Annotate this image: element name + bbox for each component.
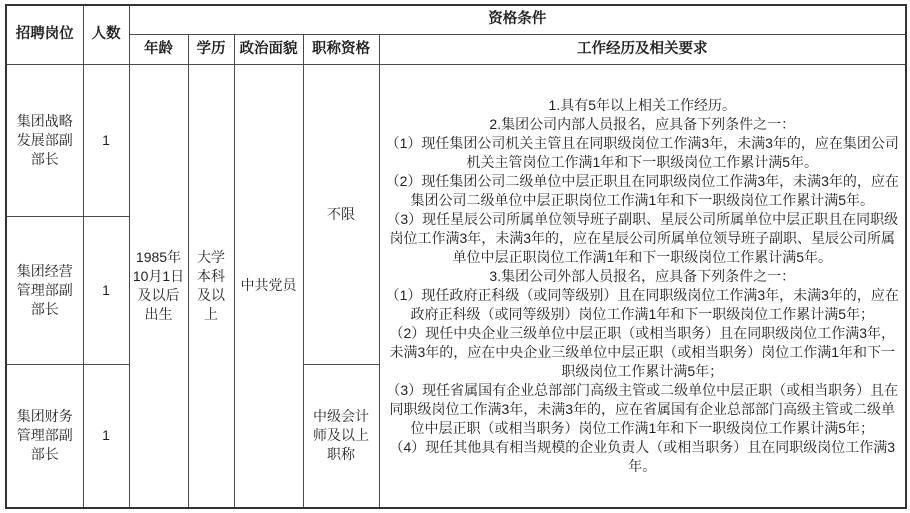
position-cell-strategy: 集团战略发展部副部长 [6,64,83,216]
headcount-cell-operations: 1 [83,216,129,364]
column-header-age: 年龄 [129,34,188,64]
column-header-political-status: 政治面貌 [234,34,303,64]
position-cell-finance: 集团财务管理部副部长 [6,364,83,508]
column-header-education: 学历 [188,34,234,64]
political-status-cell: 中共党员 [234,64,303,508]
experience-paragraph: 1.具有5年以上相关工作经历。 [548,96,736,113]
work-experience-cell [379,64,906,508]
header-row-sub [6,34,906,64]
column-header-position: 招聘岗位 [6,5,83,64]
recruitment-table [5,4,907,509]
experience-paragraph: （4）现任其他具有相当规模的企业负责人（或相当职务）且在同职级岗位工作满3年。 [389,438,896,474]
table-row-strategy-dept [6,64,906,216]
age-requirement-cell: 1985年10月1日及以后出生 [129,64,188,508]
title-requirement-cell-unlimited: 不限 [303,64,379,364]
experience-paragraph: （2）现任中央企业三级单位中层正职（或相当职务）且在同职级岗位工作满3年，未满3年的，应在中央企业三级单位中层正职（或相当职务）岗位工作满1年和下一职级岗位工作累计满5年； [389,324,896,379]
header-row-top [6,5,906,34]
title-requirement-cell-accountant: 中级会计师及以上职称 [303,364,379,508]
education-requirement-cell: 大学本科及以上 [188,64,234,508]
experience-paragraph: （3）现任星辰公司所属单位领导班子副职、星辰公司所属单位中层正职且在同职级岗位工作满3年，未满3年的，应在星辰公司所属单位领导班子副职、星辰公司所属单位中层正职岗位工作满1年和下一职级岗位工作累计满5年。 [386,210,899,265]
position-cell-operations: 集团经营管理部副部长 [6,216,83,364]
column-header-qualifications: 资格条件 [129,5,906,34]
column-header-work-experience: 工作经历及相关要求 [379,34,906,64]
experience-paragraph: （2）现任集团公司二级单位中层正职且在同职级岗位工作满3年，未满3年的，应在集团公司二级单位中层正职岗位工作满1年和下一职级岗位工作累计满5年。 [385,172,899,208]
experience-paragraph: 2.集团公司内部人员报名，应具备下列条件之一： [489,115,796,132]
headcount-cell-finance: 1 [83,364,129,508]
headcount-cell-strategy: 1 [83,64,129,216]
column-header-professional-title: 职称资格 [303,34,379,64]
experience-paragraph: （3）现任省属国有企业总部部门高级主管或二级单位中层正职（或相当职务）且在同职级岗位工作满3年，未满3年的，应在省属国有企业总部部门高级主管或二级单位中层正职（或相当职务）岗位工作满1年和下一职级岗位工作累计满5年； [386,381,899,436]
experience-paragraph: 3.集团公司外部人员报名，应具备下列条件之一： [489,267,796,284]
experience-paragraph: （1）现任集团公司机关主管且在同职级岗位工作满3年，未满3年的，应在集团公司机关主管岗位工作满1年和下一职级岗位工作累计满5年。 [385,134,899,170]
experience-paragraph: （1）现任政府正科级（或同等级别）且在同职级岗位工作满3年，未满3年的，应在政府正科级（或同等级别）岗位工作满1年和下一职级岗位工作累计满5年； [385,286,899,322]
column-header-headcount: 人数 [83,5,129,64]
